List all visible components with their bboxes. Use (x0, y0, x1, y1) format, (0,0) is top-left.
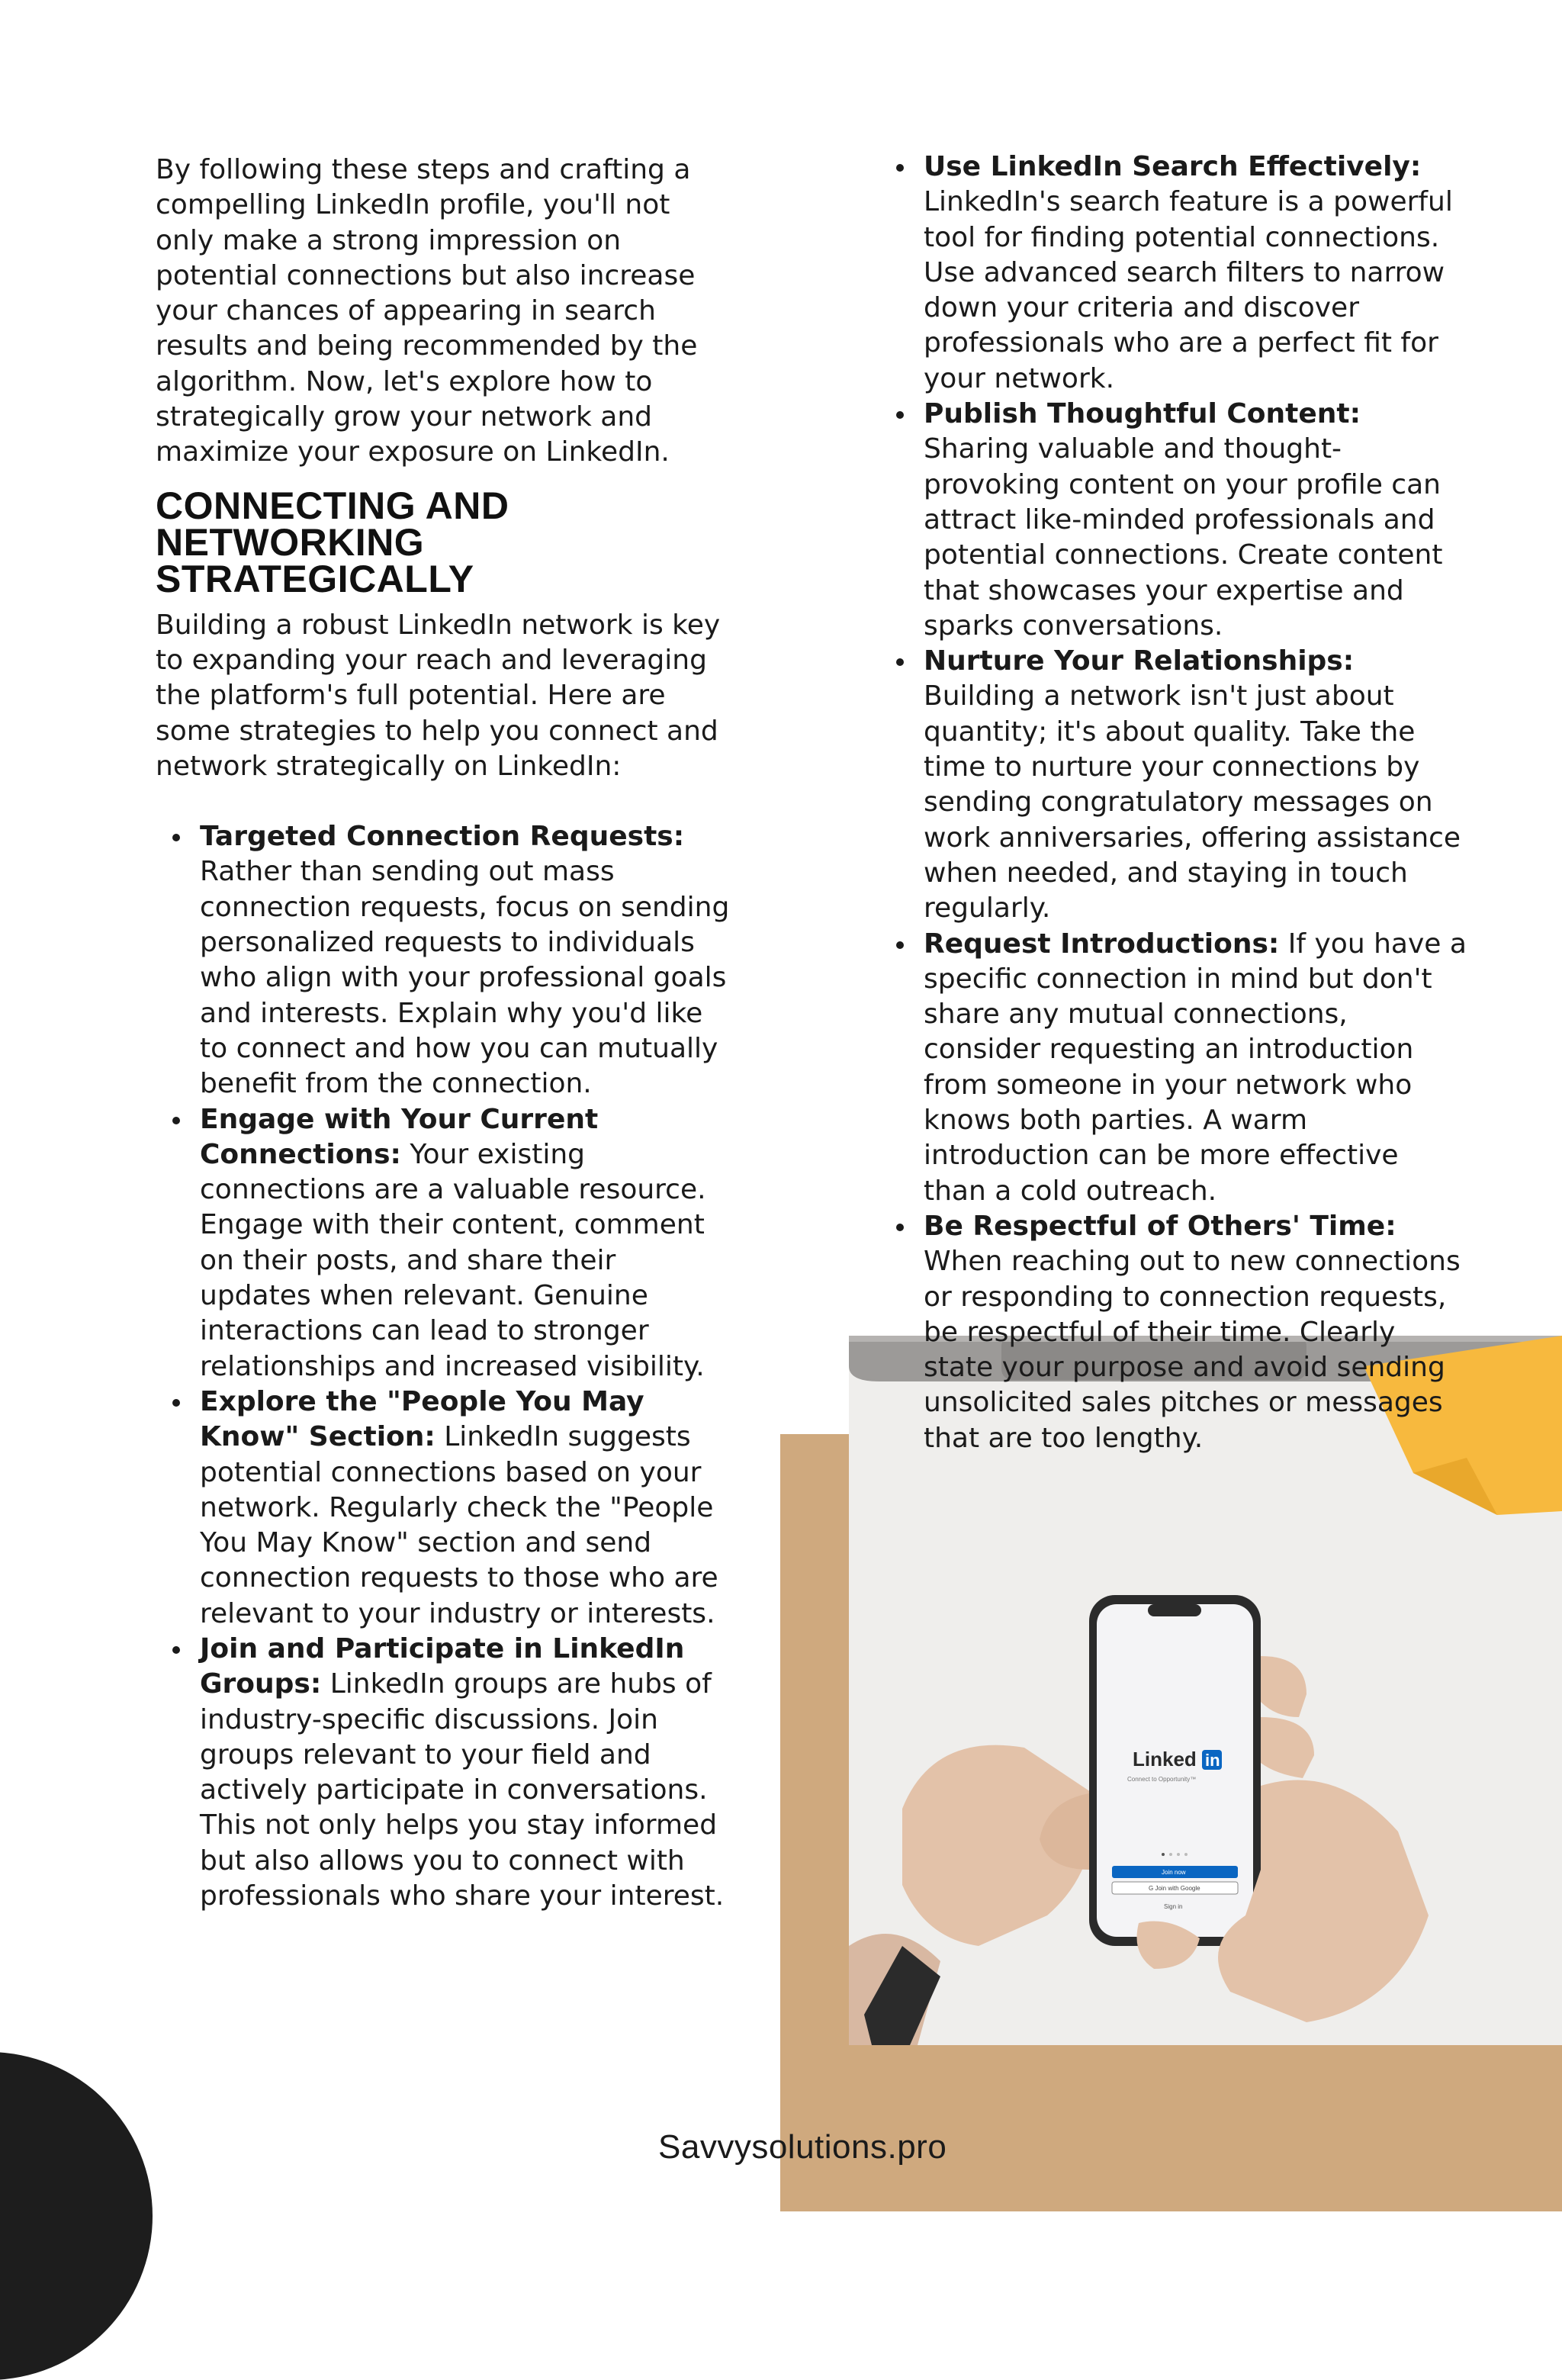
bullet-title: Engage with Your Current Connections: (200, 1103, 599, 1170)
bullet-text: LinkedIn's search feature is a powerful tool for finding potential connections. Use advanced search filters to narrow down your criteria and discover professionals who are a perfect fit for your network. (924, 186, 1453, 394)
join-now-text: Join now (1162, 1869, 1186, 1876)
list-item (924, 927, 1468, 1209)
phone-brand-badge: in (1205, 1751, 1220, 1770)
bullet-title: Use LinkedIn Search Effectively: (924, 151, 1422, 182)
section-intro: Building a robust LinkedIn network is key to expanding your reach and leveraging the platform's full potential. Here are some strategies to help you connect and network strategically on LinkedIn: (156, 609, 721, 782)
bullet-text: Rather than sending out mass connection requests, focus on sending personalized requests to individuals who align with your professional goals and interests. Explain why you'd like to connect and how you can mutually benefit from the connection. (200, 856, 730, 1100)
footer-website: Savvysolutions.pro (658, 2128, 947, 2166)
list-item (924, 397, 1468, 644)
list-item (200, 1632, 735, 1914)
list-item (924, 1209, 1468, 1456)
bullet-text: Sharing valuable and thought-provoking content on your profile can attract like-minded professionals and potential connections. Create content that showcases your expertise and sparks conversations. (924, 433, 1443, 642)
join-google-text: G Join with Google (1149, 1885, 1200, 1892)
bullet-text: If you have a specific connection in mind but don't share any mutual connections, consider requesting an introduction from someone in your network who knows both parties. A warm introduction can be more effective than a cold outreach. (924, 928, 1467, 1207)
bullet-title: Be Respectful of Others' Time: (924, 1210, 1396, 1242)
section-heading-line2: NETWORKING STRATEGICALLY (156, 520, 474, 600)
bullet-title: Request Introductions: (924, 928, 1280, 960)
corner-circle-decoration (0, 2052, 153, 2380)
bullet-title: Explore the "People You May Know" Section: (200, 1385, 644, 1453)
bullet-text: Building a network isn't just about quantity; it's about quality. Take the time to nurture your connections by sending congratulatory messages on work anniversaries, offering assistance when needed, and staying in touch regularly. (924, 680, 1461, 925)
sign-in-text: Sign in (1164, 1903, 1183, 1910)
bullet-title: Targeted Connection Requests: (200, 821, 685, 853)
left-column (156, 153, 735, 1914)
bullet-text: LinkedIn groups are hubs of industry-specific discussions. Join groups relevant to your field and actively participate in conversations. This not only helps you stay informed but also allows you to connect with professionals who share your interest. (200, 1668, 725, 1912)
right-column (889, 150, 1468, 1456)
list-item (200, 819, 735, 1102)
bullet-title: Nurture Your Relationships: (924, 645, 1355, 677)
bullet-text: When reaching out to new connections or responding to connection requests, be respectful of their time. Clearly state your purpose and avoid sending unsolicited sales pitches or messages that are too lengthy. (924, 1246, 1461, 1454)
list-item (200, 1385, 735, 1632)
right-bullet-list (889, 150, 1468, 1456)
bullet-text: LinkedIn suggests potential connections based on your network. Regularly check the "People You May Know" section and send connection requests to those who are relevant to your industry or interests. (200, 1421, 718, 1629)
list-item (924, 644, 1468, 926)
phone-brand-text: Linked (1133, 1748, 1197, 1771)
list-item (200, 1102, 735, 1385)
left-bullet-list (156, 819, 735, 1914)
intro-paragraph: By following these steps and crafting a compelling LinkedIn profile, you'll not only make a strong impression on potential connections but also increase your chances of appearing in search results and being recommended by the algorithm. Now, let's explore how to strategically grow your network and maximize your exposure on LinkedIn. (156, 154, 698, 468)
bullet-title: Publish Thoughtful Content: (924, 398, 1361, 430)
list-item (924, 150, 1468, 397)
section-heading (156, 484, 735, 600)
bullet-text: Your existing connections are a valuable resource. Engage with their content, comment on their posts, and share their updates when relevant. Genuine interactions can lead to stronger relationships and increased visibility. (200, 1138, 706, 1382)
phone-tagline: Connect to Opportunity™ (1127, 1776, 1197, 1783)
section-heading-line1: CONNECTING AND (156, 484, 509, 527)
bullet-title: Join and Participate in LinkedIn Groups: (200, 1632, 685, 1700)
